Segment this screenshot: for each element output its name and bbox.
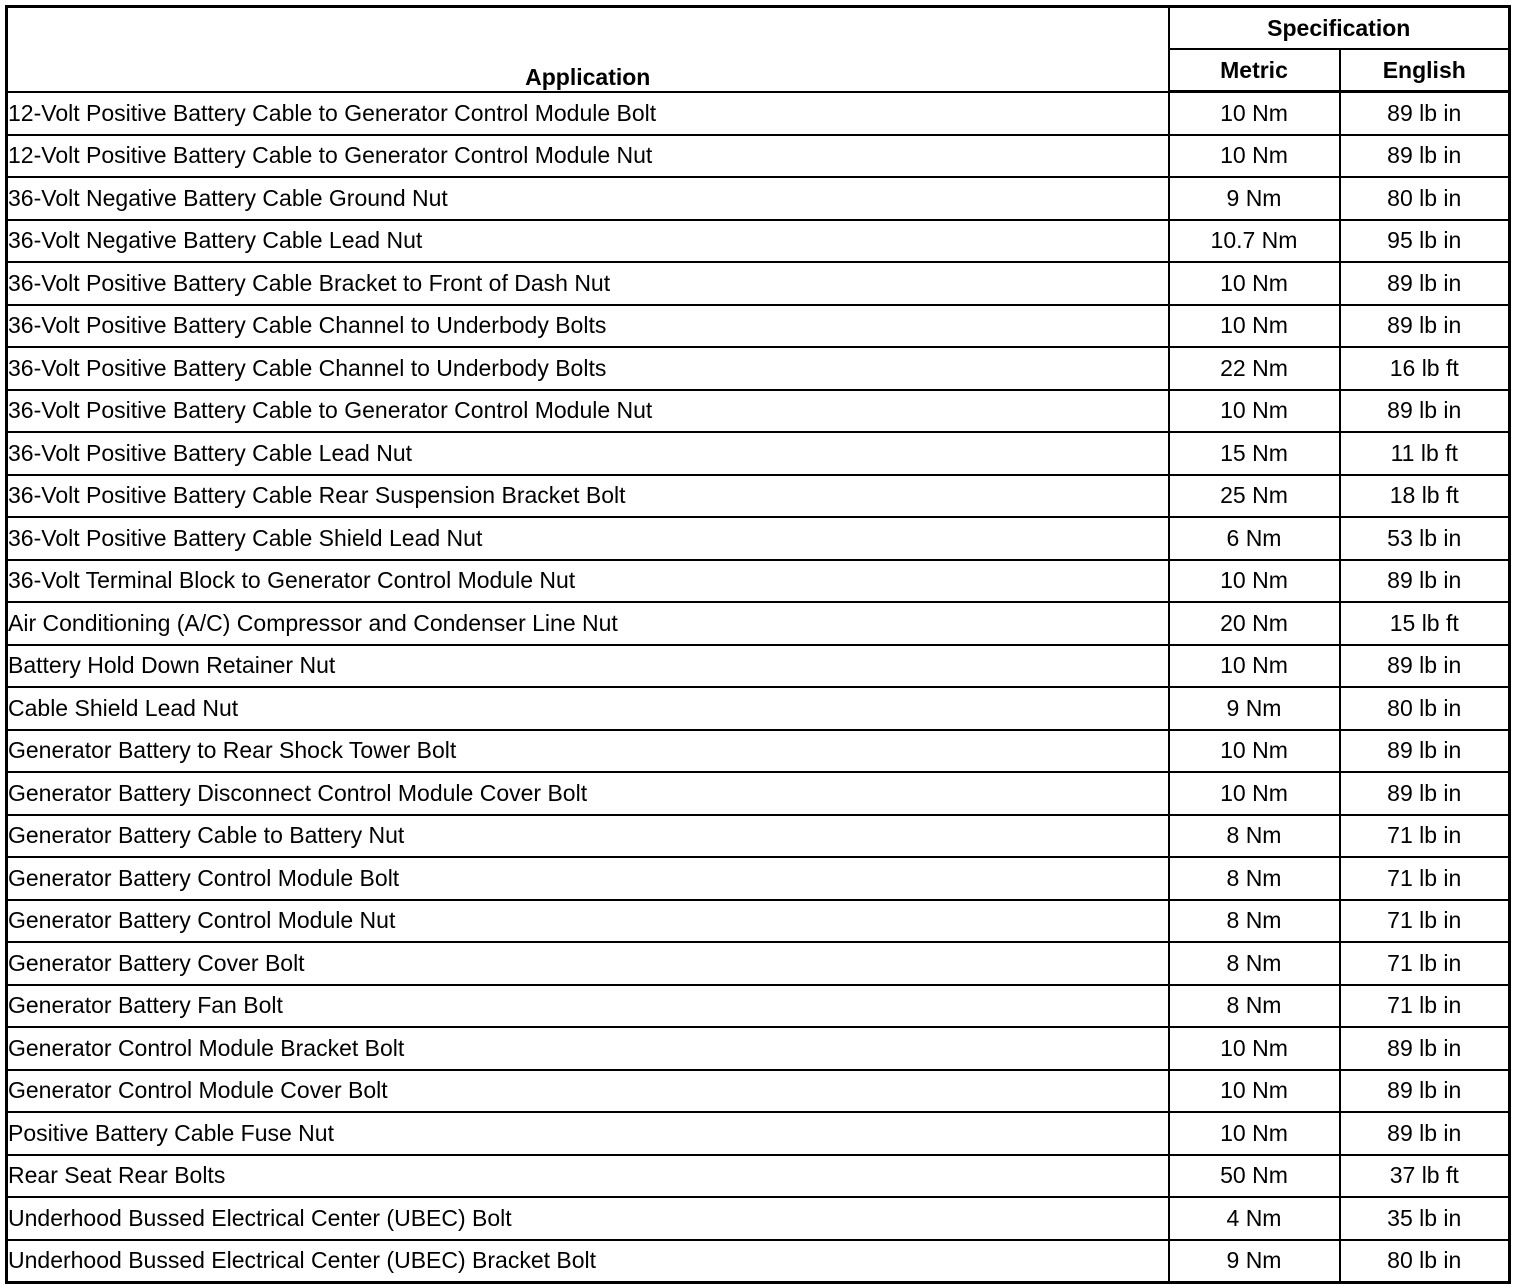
english-cell: 35 lb in xyxy=(1340,1197,1510,1240)
metric-cell: 15 Nm xyxy=(1169,432,1340,475)
table-row xyxy=(7,475,1510,518)
english-cell: 18 lb ft xyxy=(1340,475,1510,518)
table-row xyxy=(7,900,1510,943)
metric-cell: 10 Nm xyxy=(1169,1112,1340,1155)
header-specification: Specification xyxy=(1169,7,1510,50)
table-row xyxy=(7,1155,1510,1198)
application-cell: Underhood Bussed Electrical Center (UBEC) Bolt xyxy=(7,1197,1169,1240)
metric-cell: 10 Nm xyxy=(1169,772,1340,815)
english-cell: 37 lb ft xyxy=(1340,1155,1510,1198)
application-cell: 36-Volt Positive Battery Cable Bracket to Front of Dash Nut xyxy=(7,262,1169,305)
application-cell: Battery Hold Down Retainer Nut xyxy=(7,645,1169,688)
english-cell: 89 lb in xyxy=(1340,730,1510,773)
table-row xyxy=(7,305,1510,348)
metric-cell: 8 Nm xyxy=(1169,900,1340,943)
application-cell: Underhood Bussed Electrical Center (UBEC) Bracket Bolt xyxy=(7,1240,1169,1283)
english-cell: 80 lb in xyxy=(1340,1240,1510,1283)
table-row xyxy=(7,985,1510,1028)
metric-cell: 4 Nm xyxy=(1169,1197,1340,1240)
english-cell: 89 lb in xyxy=(1340,560,1510,603)
application-cell: Generator Battery Fan Bolt xyxy=(7,985,1169,1028)
table-row xyxy=(7,347,1510,390)
table-row xyxy=(7,517,1510,560)
header-metric: Metric xyxy=(1169,49,1340,92)
english-cell: 89 lb in xyxy=(1340,1070,1510,1113)
english-cell: 16 lb ft xyxy=(1340,347,1510,390)
application-cell: 36-Volt Positive Battery Cable to Generator Control Module Nut xyxy=(7,390,1169,433)
table-row xyxy=(7,135,1510,178)
application-cell: Rear Seat Rear Bolts xyxy=(7,1155,1169,1198)
application-cell: 36-Volt Positive Battery Cable Channel to Underbody Bolts xyxy=(7,305,1169,348)
application-cell: Positive Battery Cable Fuse Nut xyxy=(7,1112,1169,1155)
metric-cell: 50 Nm xyxy=(1169,1155,1340,1198)
table-row xyxy=(7,815,1510,858)
table-row xyxy=(7,220,1510,263)
application-cell: Generator Control Module Bracket Bolt xyxy=(7,1027,1169,1070)
application-cell: 36-Volt Terminal Block to Generator Control Module Nut xyxy=(7,560,1169,603)
table-row xyxy=(7,602,1510,645)
metric-cell: 20 Nm xyxy=(1169,602,1340,645)
application-cell: 36-Volt Positive Battery Cable Rear Suspension Bracket Bolt xyxy=(7,475,1169,518)
application-cell: 12-Volt Positive Battery Cable to Generator Control Module Bolt xyxy=(7,92,1169,135)
english-cell: 89 lb in xyxy=(1340,92,1510,135)
english-cell: 89 lb in xyxy=(1340,135,1510,178)
application-cell: 36-Volt Negative Battery Cable Ground Nut xyxy=(7,177,1169,220)
table-row xyxy=(7,1027,1510,1070)
table-row xyxy=(7,687,1510,730)
application-cell: 12-Volt Positive Battery Cable to Generator Control Module Nut xyxy=(7,135,1169,178)
metric-cell: 10.7 Nm xyxy=(1169,220,1340,263)
application-cell: Generator Battery Disconnect Control Module Cover Bolt xyxy=(7,772,1169,815)
application-cell: 36-Volt Positive Battery Cable Channel to Underbody Bolts xyxy=(7,347,1169,390)
table-row xyxy=(7,177,1510,220)
metric-cell: 8 Nm xyxy=(1169,942,1340,985)
metric-cell: 10 Nm xyxy=(1169,262,1340,305)
english-cell: 71 lb in xyxy=(1340,942,1510,985)
table-row xyxy=(7,730,1510,773)
torque-spec-table xyxy=(5,5,1511,1284)
table-row xyxy=(7,560,1510,603)
table-row xyxy=(7,432,1510,475)
metric-cell: 10 Nm xyxy=(1169,1070,1340,1113)
application-cell: Generator Battery Control Module Bolt xyxy=(7,857,1169,900)
application-cell: Generator Battery Cover Bolt xyxy=(7,942,1169,985)
english-cell: 11 lb ft xyxy=(1340,432,1510,475)
table-row xyxy=(7,942,1510,985)
application-cell: Cable Shield Lead Nut xyxy=(7,687,1169,730)
metric-cell: 22 Nm xyxy=(1169,347,1340,390)
table-row xyxy=(7,1112,1510,1155)
english-cell: 89 lb in xyxy=(1340,645,1510,688)
english-cell: 80 lb in xyxy=(1340,687,1510,730)
english-cell: 15 lb ft xyxy=(1340,602,1510,645)
english-cell: 89 lb in xyxy=(1340,1112,1510,1155)
metric-cell: 10 Nm xyxy=(1169,1027,1340,1070)
table-row xyxy=(7,772,1510,815)
english-cell: 89 lb in xyxy=(1340,772,1510,815)
metric-cell: 8 Nm xyxy=(1169,815,1340,858)
english-cell: 95 lb in xyxy=(1340,220,1510,263)
english-cell: 80 lb in xyxy=(1340,177,1510,220)
table-row xyxy=(7,262,1510,305)
metric-cell: 9 Nm xyxy=(1169,1240,1340,1283)
english-cell: 89 lb in xyxy=(1340,390,1510,433)
application-cell: 36-Volt Positive Battery Cable Shield Lead Nut xyxy=(7,517,1169,560)
application-cell: 36-Volt Negative Battery Cable Lead Nut xyxy=(7,220,1169,263)
english-cell: 53 lb in xyxy=(1340,517,1510,560)
table-header xyxy=(7,7,1510,92)
table-row xyxy=(7,92,1510,135)
application-cell: 36-Volt Positive Battery Cable Lead Nut xyxy=(7,432,1169,475)
english-cell: 71 lb in xyxy=(1340,985,1510,1028)
application-cell: Generator Control Module Cover Bolt xyxy=(7,1070,1169,1113)
table-row xyxy=(7,1240,1510,1283)
metric-cell: 10 Nm xyxy=(1169,730,1340,773)
metric-cell: 10 Nm xyxy=(1169,92,1340,135)
torque-spec-table-wrapper xyxy=(5,5,1508,1284)
application-cell: Generator Battery to Rear Shock Tower Bolt xyxy=(7,730,1169,773)
metric-cell: 10 Nm xyxy=(1169,305,1340,348)
english-cell: 71 lb in xyxy=(1340,815,1510,858)
english-cell: 71 lb in xyxy=(1340,857,1510,900)
application-cell: Air Conditioning (A/C) Compressor and Condenser Line Nut xyxy=(7,602,1169,645)
metric-cell: 9 Nm xyxy=(1169,687,1340,730)
application-cell: Generator Battery Cable to Battery Nut xyxy=(7,815,1169,858)
table-row xyxy=(7,1070,1510,1113)
table-row xyxy=(7,645,1510,688)
metric-cell: 6 Nm xyxy=(1169,517,1340,560)
metric-cell: 25 Nm xyxy=(1169,475,1340,518)
english-cell: 89 lb in xyxy=(1340,305,1510,348)
header-english: English xyxy=(1340,49,1510,92)
english-cell: 89 lb in xyxy=(1340,1027,1510,1070)
table-row xyxy=(7,857,1510,900)
table-row xyxy=(7,1197,1510,1240)
metric-cell: 10 Nm xyxy=(1169,645,1340,688)
metric-cell: 8 Nm xyxy=(1169,857,1340,900)
metric-cell: 10 Nm xyxy=(1169,390,1340,433)
metric-cell: 10 Nm xyxy=(1169,135,1340,178)
metric-cell: 10 Nm xyxy=(1169,560,1340,603)
metric-cell: 9 Nm xyxy=(1169,177,1340,220)
table-body xyxy=(7,92,1510,1283)
header-application: Application xyxy=(7,7,1169,92)
application-cell: Generator Battery Control Module Nut xyxy=(7,900,1169,943)
english-cell: 71 lb in xyxy=(1340,900,1510,943)
table-row xyxy=(7,390,1510,433)
english-cell: 89 lb in xyxy=(1340,262,1510,305)
metric-cell: 8 Nm xyxy=(1169,985,1340,1028)
